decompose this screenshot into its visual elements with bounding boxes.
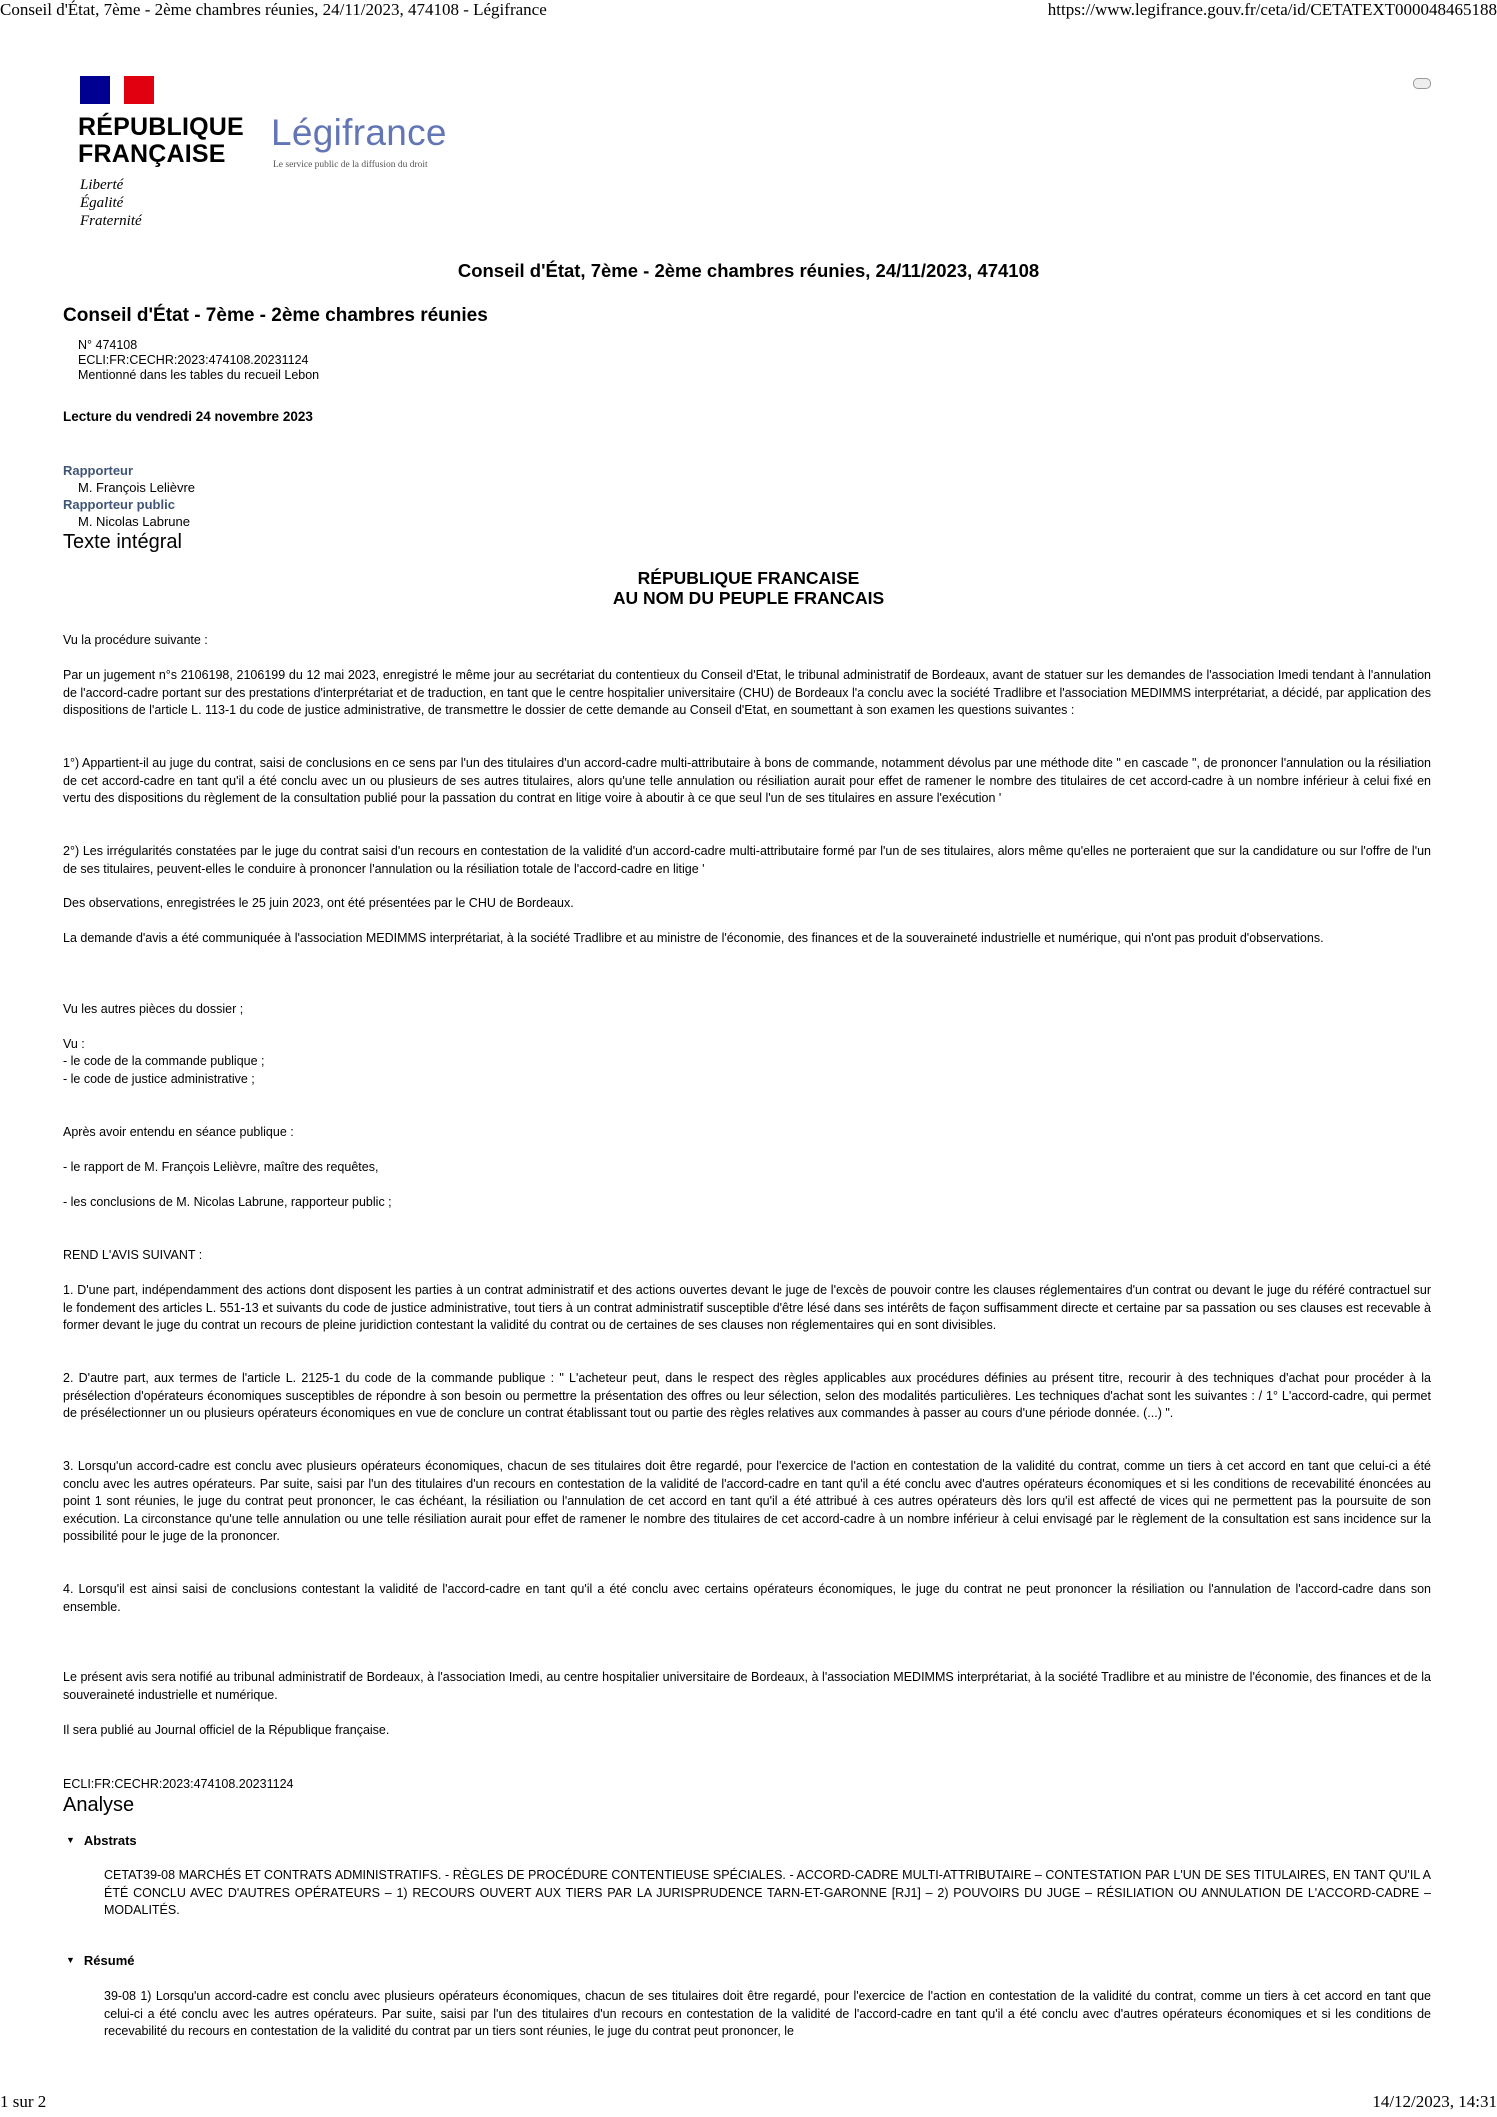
site-logo[interactable] [78, 76, 478, 236]
abstrats-text: CETAT39-08 MARCHÉS ET CONTRATS ADMINISTRATIFS. - RÈGLES DE PROCÉDURE CONTENTIEUSE SPÉCIALES. - ACCORD-CADRE MULTI-ATTRIBUTAIRE – CONTESTATION PAR L'UN DE SES TITULAIRES, EN TANT QU'IL A ÉTÉ CONCLU AVEC D'AUTRES OPÉRATEURS – 1) RECOURS OUVERT AUX TIERS PAR LA JURISPRUDENCE TARN-ET-GARONNE [RJ1] – 2) POUVOIRS DU JUGE – RÉSILIATION OU ANNULATION DE L'ACCORD-CADRE – MODALITÉS. [104, 1868, 1431, 1917]
menu-toggle-button[interactable] [1413, 78, 1431, 89]
paragraph: - le code de justice administrative ; [63, 1072, 255, 1086]
resume-toggle[interactable] [66, 1953, 135, 1968]
paragraph: 1°) Appartient-il au juge du contrat, saisi de conclusions en ce sens par l'un des titulaires d'un accord-cadre multi-attributaire à bons de commande, notamment dévolus par une méthode dite " en cascade ", de prononcer l'annulation ou la résiliation de cet accord-cadre en tant qu'il a été conclu avec un ou plusieurs de ses autres titulaires, alors qu'une telle annulation ou résiliation aurait pour effet de ramener le nombre des titulaires de cet accord-cadre à un nombre inférieur à celui fixé en vertu des dispositions du règlement de la consultation publié pour la passation du contrat en litige voire à aboutir à ce que seul l'un de ses titulaires en assure l'exécution ' [63, 756, 1431, 805]
print-url: https://www.legifrance.gouv.fr/ceta/id/CETATEXT000048465188 [1047, 0, 1497, 19]
paragraph: Vu : [63, 1037, 85, 1051]
decision-number: N° 474108 [78, 338, 138, 352]
paragraph: Le présent avis sera notifié au tribunal administratif de Bordeaux, à l'association Imedi, au centre hospitalier universitaire de Bordeaux, à l'association MEDIMMS interprétariat, à la société Tradlibre et au ministre de l'économie, des finances et de la souveraineté industrielle et numérique. [63, 1670, 1431, 1702]
legifrance-tagline: Le service public de la diffusion du droit [273, 160, 428, 170]
marianne-flag-icon [80, 76, 154, 104]
republique-francaise-wordmark: RÉPUBLIQUE FRANÇAISE [78, 113, 244, 168]
document-title: Conseil d'État, 7ème - 2ème chambres réunies, 24/11/2023, 474108 [457, 260, 1040, 281]
legifrance-brand: Légifrance [271, 112, 447, 153]
chevron-down-icon: ▼ [66, 1955, 75, 1965]
print-page-title: Conseil d'État, 7ème - 2ème chambres réunies, 24/11/2023, 474108 - Légifrance [0, 0, 547, 19]
decision-mention: Mentionné dans les tables du recueil Lebon [78, 368, 320, 382]
paragraph: Par un jugement n°s 2106198, 2106199 du 12 mai 2023, enregistré le même jour au secrétariat du contentieux du Conseil d'Etat, le tribunal administratif de Bordeaux, avant de statuer sur les demandes de l'association Imedi tendant à l'annulation de l'accord-cadre portant sur des prestations d'interprétariat et de traduction, en tant que le centre hospitalier universitaire (CHU) de Bordeaux l'a conclu avec la société Tradlibre et l'association MEDIMMS interprétariat, a décidé, par application des dispositions de l'article L. 113-1 du code de justice administrative, de transmettre le dossier de cette demande au Conseil d'Etat, en soumettant à son examen les questions suivantes : [63, 668, 1431, 717]
paragraph: Des observations, enregistrées le 25 juin 2023, ont été présentées par le CHU de Bordeaux. [63, 896, 574, 910]
paragraph: Vu la procédure suivante : [63, 633, 208, 647]
rapporteur-label: Rapporteur [63, 463, 134, 478]
paragraph: - les conclusions de M. Nicolas Labrune, rapporteur public ; [63, 1195, 392, 1209]
resume-label: Résumé [83, 1953, 135, 1968]
paragraph: La demande d'avis a été communiquée à l'association MEDIMMS interprétariat, à la société Tradlibre et au ministre de l'économie, des finances et de la souveraineté industrielle et numérique, qui n'ont pas produit d'observations. [63, 931, 1324, 945]
analyse-heading: Analyse [63, 1794, 135, 1816]
paragraph: Vu les autres pièces du dossier ; [63, 1002, 244, 1016]
abstrats-label: Abstrats [83, 1833, 137, 1848]
paragraph: - le code de la commande publique ; [63, 1054, 265, 1068]
rapporteur-public-name: M. Nicolas Labrune [78, 514, 190, 529]
paragraph: 3. Lorsqu'un accord-cadre est conclu avec plusieurs opérateurs économiques, chacun de ses titulaires doit être regardé, pour l'exercice de l'action en contestation de la validité du contrat, comme un tiers à cet accord en tant que celui-ci a été conclu avec les autres opérateurs. Par suite, saisi par l'un des titulaires d'un recours en contestation de la validité de l'accord-cadre en tant qu'il a été conclu avec d'autres opérateurs économiques et si les conditions de recevabilité énoncées au point 1 sont réunies, le juge du contrat peut prononcer, le cas échéant, la résiliation ou l'annulation de cet accord en tant qu'il a été attribué à ces autres opérateurs dès lors qu'il est affecté de vices qui ne permettent pas la poursuite de son exécution. La circonstance qu'une telle annulation ou une telle résiliation aurait pour effet de ramener le nombre des titulaires de cet accord-cadre à un nombre inférieur à celui envisagé par le règlement de la consultation est sans incidence sur la possibilité pour le juge de la prononcer. [63, 1459, 1431, 1543]
court-heading: Conseil d'État - 7ème - 2ème chambres réunies [63, 305, 488, 326]
ecli-footer: ECLI:FR:CECHR:2023:474108.20231124 [63, 1777, 294, 1791]
paragraph: 4. Lorsqu'il est ainsi saisi de conclusions contestant la validité de l'accord-cadre en tant qu'il a été conclu avec certains opérateurs économiques, le juge du contrat ne peut prononcer la résiliation ou l'annulation de l'accord-cadre dans son ensemble. [63, 1582, 1431, 1614]
paragraph: 2°) Les irrégularités constatées par le juge du contrat saisi d'un recours en contestation de la validité d'un accord-cadre multi-attributaire formé par l'un de ses titulaires, alors même qu'elles ne porteraient que sur la candidature ou sur l'offre de l'un de ses titulaires, peuvent-elles le conduire à prononcer l'annulation ou la résiliation totale de l'accord-cadre en litige ' [63, 844, 1431, 876]
lecture-date: Lecture du vendredi 24 novembre 2023 [63, 409, 313, 424]
paragraph: REND L'AVIS SUIVANT : [63, 1248, 203, 1262]
decision-metadata [78, 338, 319, 383]
abstrats-toggle[interactable] [66, 1833, 137, 1848]
print-header [0, 0, 1497, 22]
paragraph: 2. D'autre part, aux termes de l'article L. 2125-1 du code de la commande publique : " L'acheteur peut, dans le respect des règles applicables aux procédures définies au présent titre, recourir à des techniques d'achat pour procéder à la présélection d'opérateurs économiques susceptibles de répondre à son besoin ou permettre la présentation des offres ou leur sélection, selon des modalités particulières. Les techniques d'achat sont les suivantes : / 1° L'accord-cadre, qui permet de présélectionner un ou plusieurs opérateurs économiques en vue de conclure un contrat établissant tout ou partie des règles relatives aux commandes à passer au cours d'une période donnée. (...) ". [63, 1371, 1431, 1420]
rapporteur-public-label: Rapporteur public [63, 497, 175, 512]
paragraph: - le rapport de M. François Lelièvre, maître des requêtes, [63, 1160, 379, 1174]
paragraph: Il sera publié au Journal officiel de la République française. [63, 1723, 390, 1737]
print-footer [0, 2092, 1497, 2114]
resume-text: 39-08 1) Lorsqu'un accord-cadre est conclu avec plusieurs opérateurs économiques, chacun de ses titulaires doit être regardé, pour l'exercice de l'action en contestation de la validité du contrat, comme un tiers à cet accord en tant que celui-ci a été conclu avec les autres opérateurs. Par suite, saisi par l'un des titulaires d'un recours en contestation de la validité de l'accord-cadre en tant qu'il a été conclu avec d'autres opérateurs économiques et si les conditions de recevabilité du recours en contestation de la validité du contrat par un tiers sont réunies, le juge du contrat peut prononcer, le [104, 1989, 1431, 2038]
decision-ecli: ECLI:FR:CECHR:2023:474108.20231124 [78, 353, 309, 367]
page-indicator: 1 sur 2 [0, 2092, 47, 2111]
rapporteur-name: M. François Lelièvre [78, 480, 196, 495]
republic-motto: Liberté Égalité Fraternité [80, 177, 142, 229]
print-datetime: 14/12/2023, 14:31 [1372, 2092, 1497, 2111]
texte-integral-heading: Texte intégral [63, 531, 182, 553]
republic-heading: RÉPUBLIQUE FRANCAISE AU NOM DU PEUPLE FRANCAIS [612, 568, 885, 608]
paragraph: Après avoir entendu en séance publique : [63, 1125, 294, 1139]
paragraph: 1. D'une part, indépendamment des actions dont disposent les parties à un contrat administratif et des actions ouvertes devant le juge de l'excès de pouvoir contre les clauses réglementaires d'un contrat ou devant le juge du référé contractuel sur le fondement des articles L. 551-13 et suivants du code de justice administrative, tout tiers à un contrat administratif susceptible d'être lésé dans ses intérêts de façon suffisamment directe et certaine par sa passation ou ses clauses est recevable à former devant le juge du contrat un recours de pleine juridiction contestant la validité du contrat ou de certaines de ses clauses non réglementaires qui en sont divisibles. [63, 1283, 1431, 1332]
chevron-down-icon: ▼ [66, 1835, 75, 1845]
